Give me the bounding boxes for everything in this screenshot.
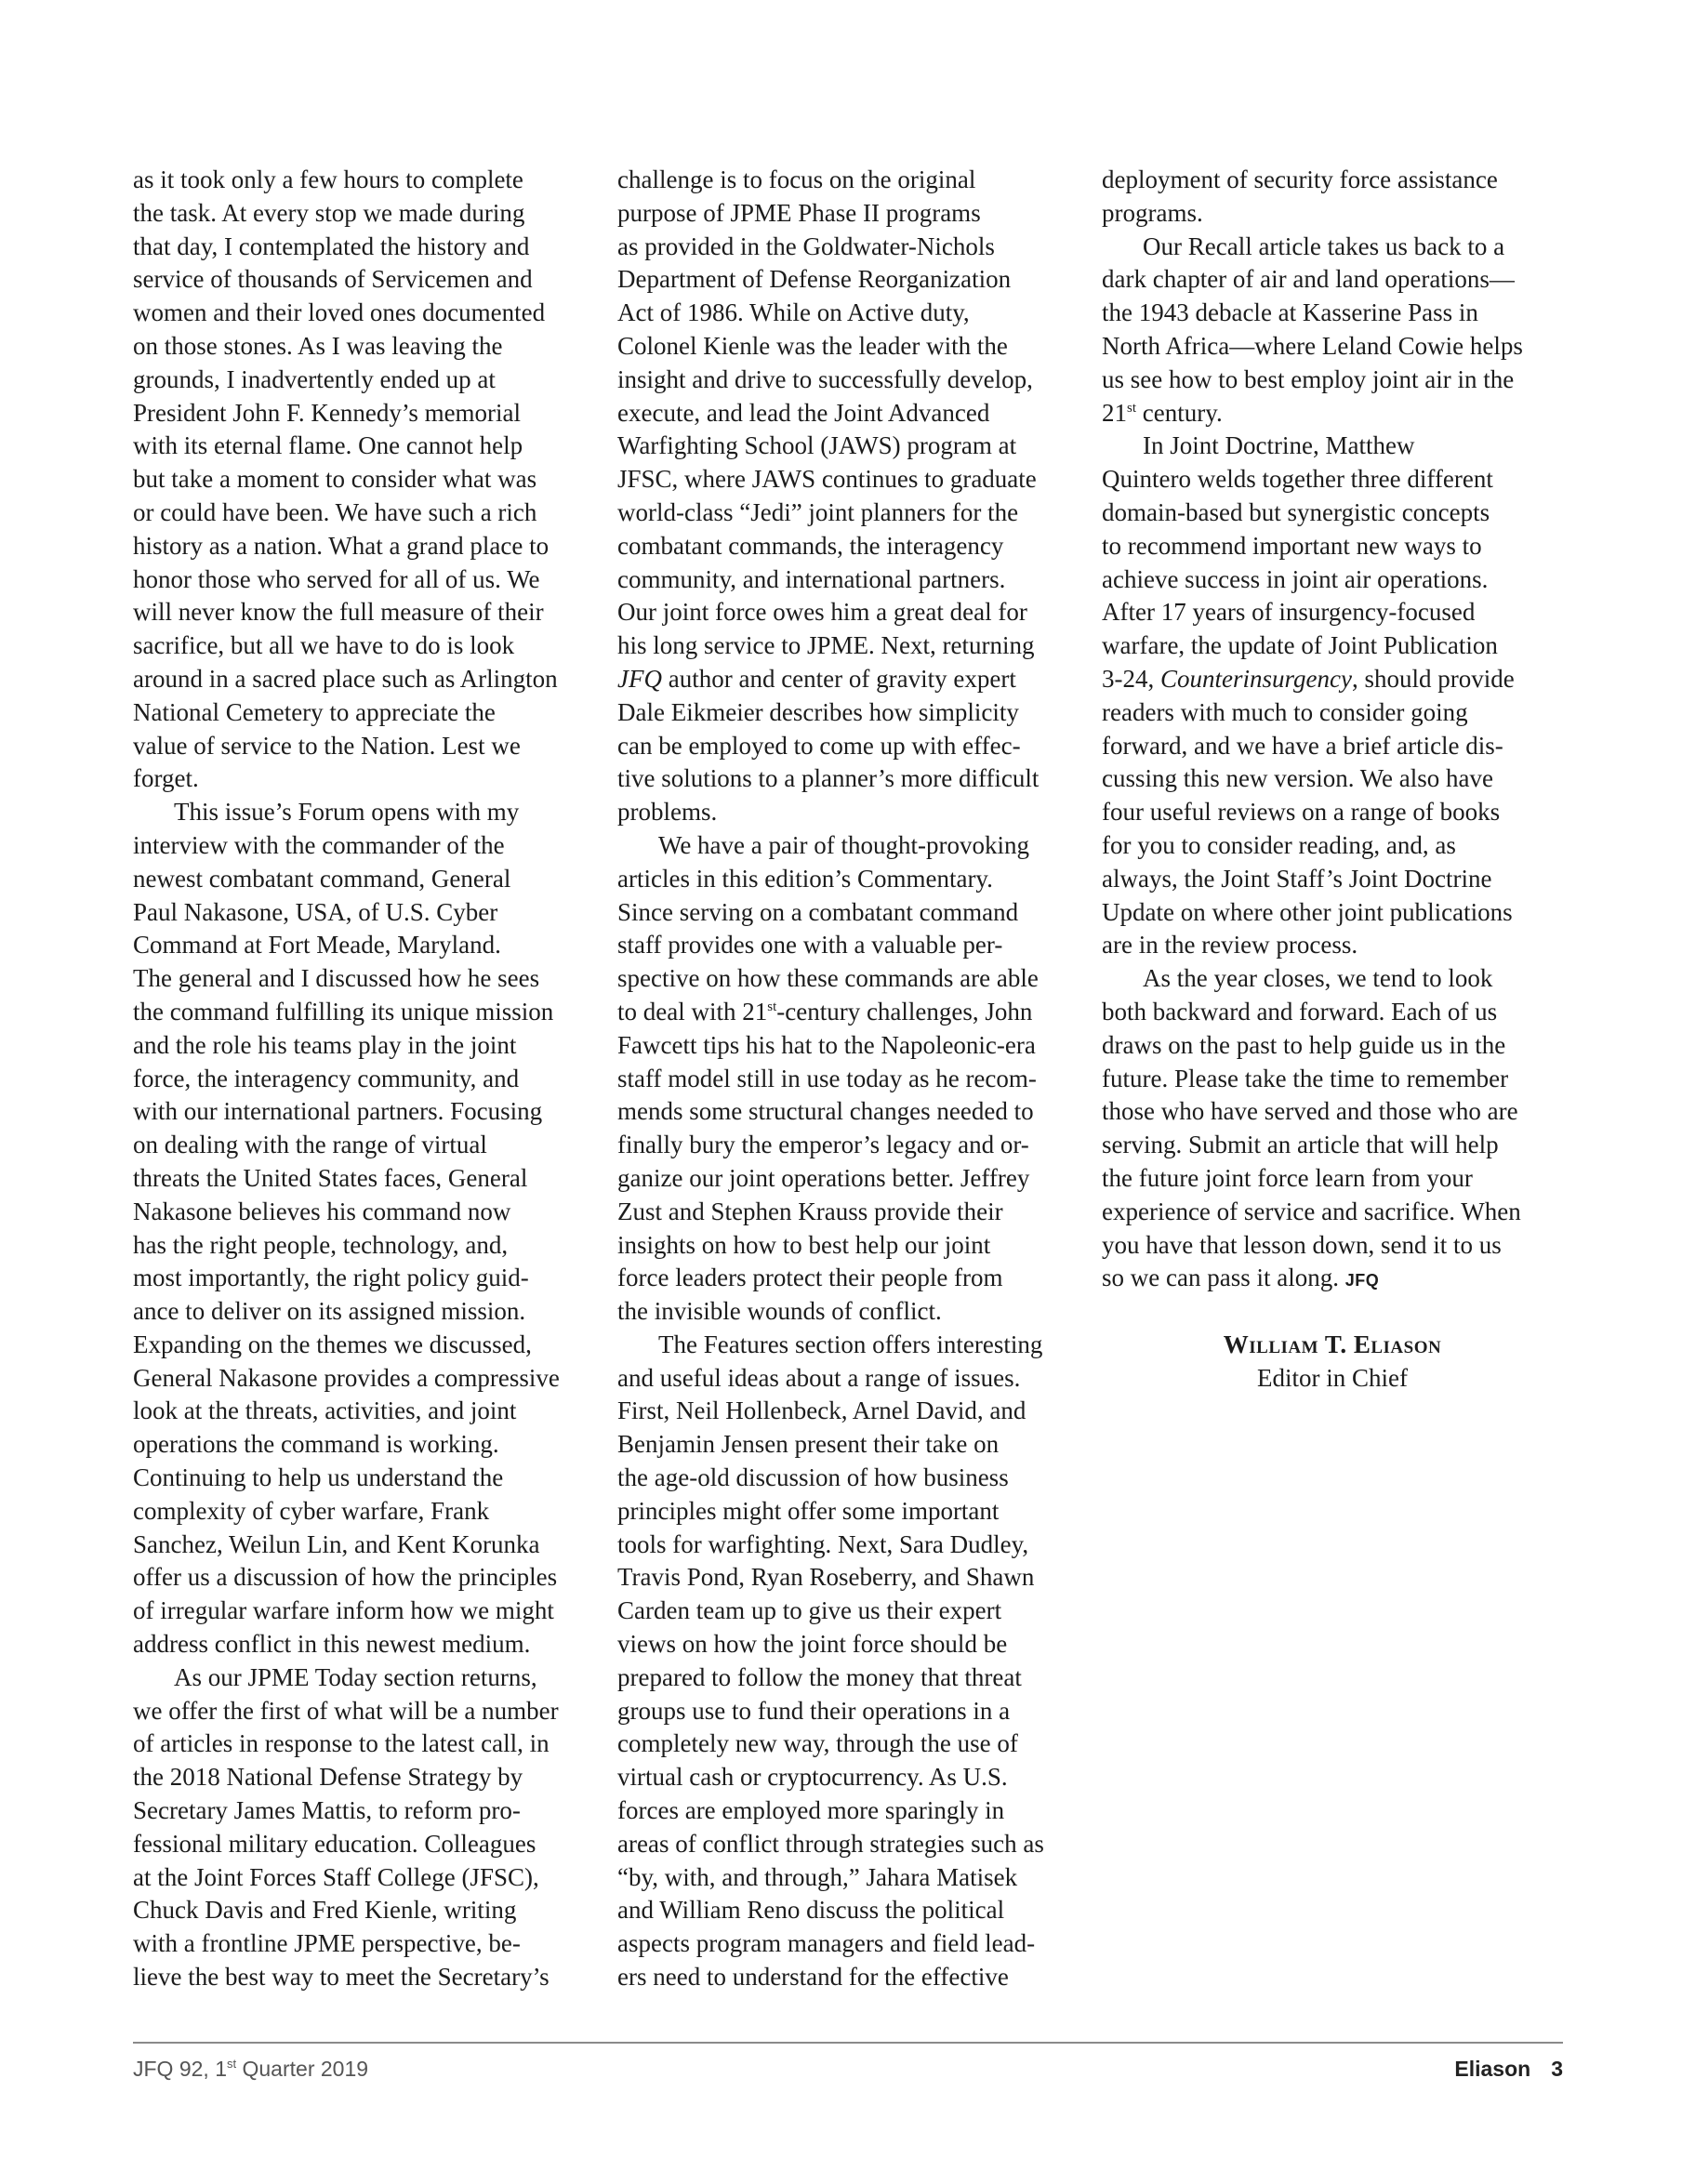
text-line: lieve the best way to meet the Secretary’s <box>133 1963 550 1992</box>
text-line: force leaders protect their people from <box>617 1264 1003 1292</box>
text-line: we offer the first of what will be a number <box>133 1696 559 1725</box>
text-line: Expanding on the themes we discussed, <box>133 1330 532 1358</box>
text-line: execute, and lead the Joint Advanced <box>617 398 990 427</box>
text-line: interview with the commander of the <box>133 830 505 859</box>
text-line: Act of 1986. While on Active duty, <box>617 298 970 327</box>
text-line: achieve success in joint air operations. <box>1102 564 1489 593</box>
text-line: combatant commands, the interagency <box>617 531 1004 560</box>
signature-title: Editor in Chief <box>1257 1364 1408 1392</box>
text-line: future. Please take the time to remember <box>1102 1064 1509 1092</box>
text-line: experience of service and sacrifice. When <box>1102 1197 1521 1225</box>
footer-page-info <box>1454 2057 1563 2082</box>
text-line: history as a nation. What a grand place to <box>133 531 550 560</box>
footer-author: Eliason <box>1454 2057 1531 2081</box>
text-line: groups use to fund their operations in a <box>617 1696 1011 1725</box>
text-line: As our JPME Today section returns, <box>174 1662 537 1691</box>
text-line: value of service to the Nation. Lest we <box>133 731 521 760</box>
text-line: ers need to understand for the effective <box>617 1963 1009 1992</box>
text-line: insight and drive to successfully develop, <box>617 364 1033 393</box>
text-line: honor those who served for all of us. We <box>133 564 540 593</box>
text-line: North Africa—where Leland Cowie helps <box>1102 331 1523 360</box>
text-line: In Joint Doctrine, Matthew <box>1143 431 1415 460</box>
text-line: service of thousands of Servicemen and <box>133 265 533 294</box>
text-line: look at the threats, activities, and joint <box>133 1396 517 1425</box>
text-line: “by, with, and through,” Jahara Matisek <box>617 1862 1018 1891</box>
text-line: The general and I discussed how he sees <box>133 964 540 993</box>
text-line: 21st century. <box>1102 398 1223 427</box>
text-line: the 2018 National Defense Strategy by <box>133 1763 523 1792</box>
text-line: staff model still in use today as he recom- <box>617 1064 1037 1092</box>
text-line: four useful reviews on a range of books <box>1102 798 1501 827</box>
text-line: Fawcett tips his hat to the Napoleonic-era <box>617 1030 1036 1059</box>
text-line: and the role his teams play in the joint <box>133 1030 517 1059</box>
text-line: his long service to JPME. Next, returning <box>617 631 1035 660</box>
text-line: those who have served and those who are <box>1102 1097 1518 1126</box>
signature-name: William T. Eliason <box>1223 1330 1442 1358</box>
text-line: prepared to follow the money that threat <box>617 1662 1022 1691</box>
text-line: JFQ author and center of gravity expert <box>617 664 1016 693</box>
text-column-3 <box>1102 164 1563 1295</box>
text-line: the age-old discussion of how business <box>617 1463 1009 1492</box>
text-line: Nakasone believes his command now <box>133 1197 511 1225</box>
text-line: Carden team up to give us their expert <box>617 1596 1002 1625</box>
text-line: and useful ideas about a range of issues. <box>617 1363 1021 1392</box>
text-line: that day, I contemplated the history and <box>133 232 530 260</box>
text-line: cussing this new version. We also have <box>1102 764 1494 793</box>
text-line: threats the United States faces, General <box>133 1163 528 1192</box>
text-line: As the year closes, we tend to look <box>1143 964 1493 993</box>
text-line: forward, and we have a brief article dis- <box>1102 731 1503 760</box>
text-line: around in a sacred place such as Arlington <box>133 664 558 693</box>
text-line: forces are employed more sparingly in <box>617 1796 1005 1825</box>
text-line: completely new way, through the use of <box>617 1729 1018 1758</box>
text-line: the command fulfilling its unique mission <box>133 997 554 1026</box>
text-column-2 <box>617 164 1077 1994</box>
text-line: Dale Eikmeier describes how simplicity <box>617 697 1019 726</box>
text-line: with our international partners. Focusing <box>133 1097 543 1126</box>
text-line: sacrifice, but all we have to do is look <box>133 631 515 660</box>
text-line: Our joint force owes him a great deal for <box>617 598 1027 627</box>
text-line: staff provides one with a valuable per- <box>617 931 1003 960</box>
text-line: ance to deliver on its assigned mission. <box>133 1297 526 1326</box>
text-line: Sanchez, Weilun Lin, and Kent Korunka <box>133 1529 540 1558</box>
text-line: challenge is to focus on the original <box>617 165 976 193</box>
text-line: articles in this edition’s Commentary. <box>617 864 993 893</box>
text-line: on dealing with the range of virtual <box>133 1131 487 1159</box>
text-line: newest combatant command, General <box>133 864 511 893</box>
text-line: Colonel Kienle was the leader with the <box>617 331 1008 360</box>
text-line: to recommend important new ways to <box>1102 531 1482 560</box>
text-line: at the Joint Forces Staff College (JFSC), <box>133 1862 539 1891</box>
text-line: First, Neil Hollenbeck, Arnel David, and <box>617 1396 1026 1425</box>
text-line: purpose of JPME Phase II programs <box>617 198 981 227</box>
text-line: forget. <box>133 764 199 793</box>
text-line: operations the command is working. <box>133 1430 499 1459</box>
text-line: This issue’s Forum opens with my <box>174 798 520 827</box>
text-line: aspects program managers and field lead- <box>617 1929 1036 1958</box>
text-line: ganize our joint operations better. Jeffrey <box>617 1163 1030 1192</box>
text-line: programs. <box>1102 198 1203 227</box>
text-line: with a frontline JPME perspective, be- <box>133 1929 521 1958</box>
text-line: on those stones. As I was leaving the <box>133 331 503 360</box>
text-line: the invisible wounds of conflict. <box>617 1297 942 1326</box>
text-line: you have that lesson down, send it to us <box>1102 1230 1502 1259</box>
footer-issue: JFQ 92, 1st Quarter 2019 <box>133 2057 369 2081</box>
text-line: us see how to best employ joint air in the <box>1102 364 1515 393</box>
text-line: spective on how these commands are able <box>617 964 1039 993</box>
text-line: the 1943 debacle at Kasserine Pass in <box>1102 298 1478 327</box>
text-line: draws on the past to help guide us in the <box>1102 1030 1506 1059</box>
text-line: warfare, the update of Joint Publication <box>1102 631 1498 660</box>
text-line: General Nakasone provides a compressive <box>133 1363 560 1392</box>
text-line: always, the Joint Staff’s Joint Doctrine <box>1102 864 1492 893</box>
text-line: so we can pass it along. JFQ <box>1102 1264 1380 1292</box>
text-line: serving. Submit an article that will help <box>1102 1131 1499 1159</box>
text-line: for you to consider reading, and, as <box>1102 830 1456 859</box>
text-line: deployment of security force assistance <box>1102 165 1498 193</box>
text-line: Department of Defense Reorganization <box>617 265 1012 294</box>
text-line: JFSC, where JAWS continues to graduate <box>617 465 1037 494</box>
text-line: Since serving on a combatant command <box>617 897 1019 926</box>
page-number: 3 <box>1551 2057 1563 2081</box>
text-line: views on how the joint force should be <box>617 1630 1008 1659</box>
signature-block <box>1102 1328 1563 1395</box>
text-line: tive solutions to a planner’s more difficult <box>617 764 1040 793</box>
text-line: We have a pair of thought-provoking <box>658 830 1029 859</box>
text-line: both backward and forward. Each of us <box>1102 997 1498 1026</box>
text-line: address conflict in this newest medium. <box>133 1630 531 1659</box>
text-line: world-class “Jedi” joint planners for the <box>617 497 1019 526</box>
text-line: After 17 years of insurgency-focused <box>1102 598 1476 627</box>
text-line: domain-based but synergistic concepts <box>1102 497 1490 526</box>
text-line: Continuing to help us understand the <box>133 1463 504 1492</box>
text-line: most importantly, the right policy guid- <box>133 1264 529 1292</box>
text-line: Travis Pond, Ryan Roseberry, and Shawn <box>617 1563 1035 1592</box>
text-line: of articles in response to the latest call, in <box>133 1729 550 1758</box>
text-line: as provided in the Goldwater-Nichols <box>617 232 995 260</box>
text-line: President John F. Kennedy’s memorial <box>133 398 522 427</box>
text-line: Our Recall article takes us back to a <box>1143 232 1505 260</box>
text-line: fessional military education. Colleagues <box>133 1829 536 1858</box>
text-line: Quintero welds together three different <box>1102 465 1493 494</box>
text-line: mends some structural changes needed to <box>617 1097 1034 1126</box>
text-line: as it took only a few hours to complete <box>133 165 523 193</box>
text-line: offer us a discussion of how the principles <box>133 1563 558 1592</box>
text-line: force, the interagency community, and <box>133 1064 520 1092</box>
text-line: will never know the full measure of their <box>133 598 544 627</box>
text-line: 3-24, Counterinsurgency, should provide <box>1102 664 1515 693</box>
text-line: dark chapter of air and land operations— <box>1102 265 1515 294</box>
text-line: with its eternal flame. One cannot help <box>133 431 523 460</box>
text-line: tools for warfighting. Next, Sara Dudley, <box>617 1529 1029 1558</box>
text-line: or could have been. We have such a rich <box>133 497 537 526</box>
text-line: but take a moment to consider what was <box>133 465 537 494</box>
text-line: to deal with 21st-century challenges, John <box>617 997 1033 1026</box>
text-line: Benjamin Jensen present their take on <box>617 1430 1000 1459</box>
text-line: finally bury the emperor’s legacy and or- <box>617 1131 1029 1159</box>
text-line: are in the review process. <box>1102 931 1358 960</box>
text-line: Command at Fort Meade, Maryland. <box>133 931 501 960</box>
text-line: the future joint force learn from your <box>1102 1163 1473 1192</box>
text-line: virtual cash or cryptocurrency. As U.S. <box>617 1763 1008 1792</box>
text-line: areas of conflict through strategies such as <box>617 1829 1044 1858</box>
text-line: National Cemetery to appreciate the <box>133 697 496 726</box>
text-line: The Features section offers interesting <box>658 1330 1043 1358</box>
text-line: women and their loved ones documented <box>133 298 546 327</box>
text-line: Zust and Stephen Krauss provide their <box>617 1197 1003 1225</box>
text-line: Update on where other joint publications <box>1102 897 1513 926</box>
text-line: of irregular warfare inform how we might <box>133 1596 554 1625</box>
text-line: insights on how to best help our joint <box>617 1230 991 1259</box>
text-column-1 <box>133 164 592 1994</box>
text-line: and William Reno discuss the political <box>617 1896 1005 1925</box>
text-line: the task. At every stop we made during <box>133 198 525 227</box>
text-line: readers with much to consider going <box>1102 697 1468 726</box>
text-line: has the right people, technology, and, <box>133 1230 509 1259</box>
text-line: complexity of cyber warfare, Frank <box>133 1496 490 1525</box>
text-line: Paul Nakasone, USA, of U.S. Cyber <box>133 897 498 926</box>
footer-divider <box>133 2042 1563 2044</box>
text-line: Chuck Davis and Fred Kienle, writing <box>133 1896 517 1925</box>
text-line: principles might offer some important <box>617 1496 1000 1525</box>
text-line: Warfighting School (JAWS) program at <box>617 431 1017 460</box>
text-line: problems. <box>617 798 718 827</box>
text-line: can be employed to come up with effec- <box>617 731 1021 760</box>
text-line: Secretary James Mattis, to reform pro- <box>133 1796 521 1825</box>
text-line: community, and international partners. <box>617 564 1006 593</box>
text-line: grounds, I inadvertently ended up at <box>133 364 496 393</box>
